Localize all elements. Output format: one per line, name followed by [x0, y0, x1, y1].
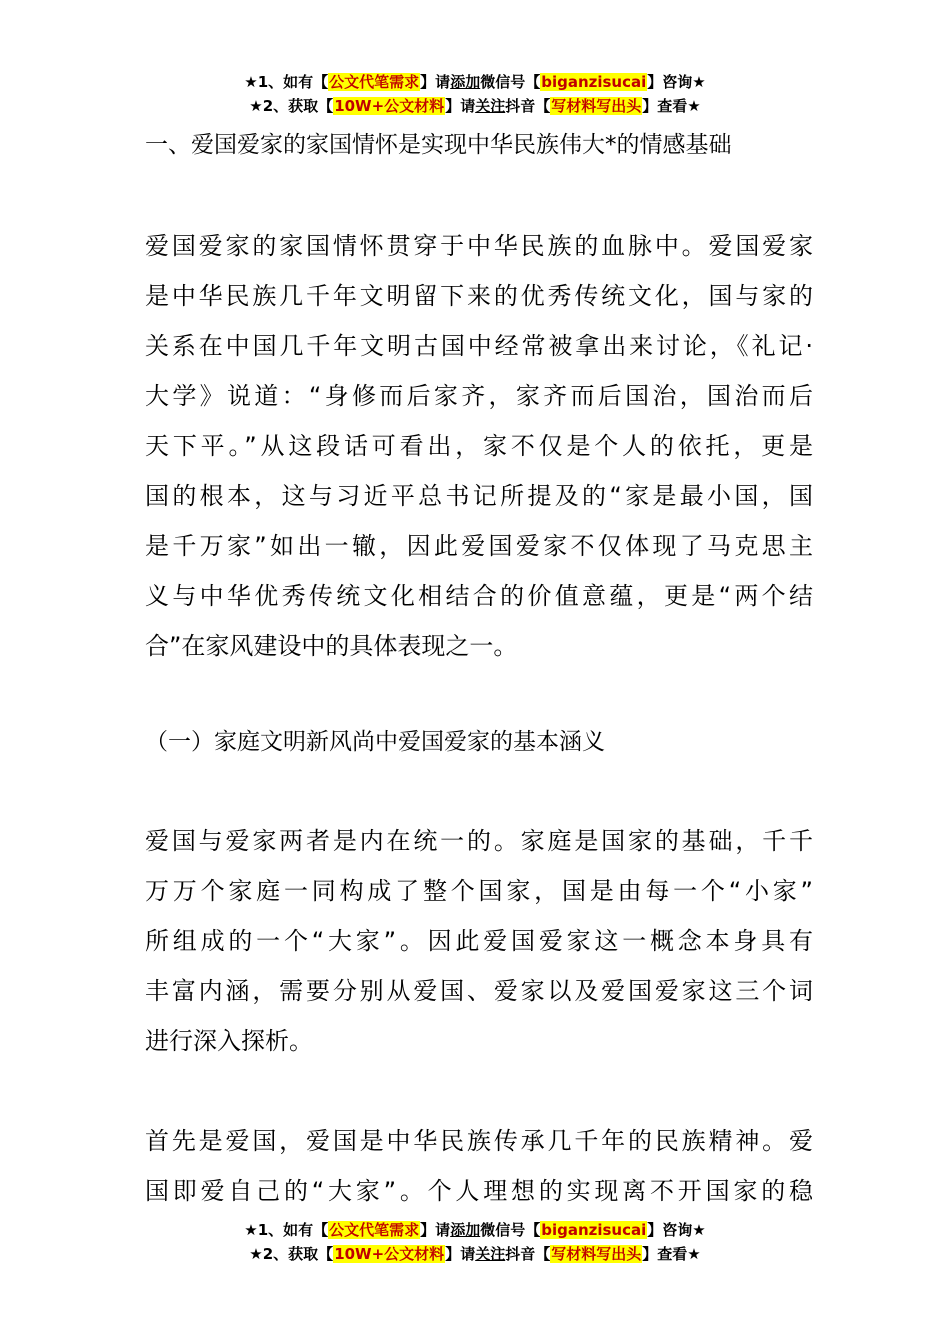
banner-text: 微信号【 — [480, 1221, 541, 1239]
banner-highlight: 10W+公文材料 — [334, 97, 445, 115]
banner-line-2 — [0, 94, 950, 118]
banner-line-1 — [0, 70, 950, 94]
banner-text: 】请 — [445, 1245, 476, 1263]
text-line: 进行深入探析。 — [145, 1027, 313, 1055]
banner-text: 抖音【 — [505, 1245, 551, 1263]
text-line: 国的根本，这与习近平总书记所提及的“家是最小国，国 — [145, 482, 813, 510]
banner-text: 】咨询★ — [647, 73, 706, 91]
banner-line-1 — [0, 1218, 950, 1242]
banner-text: 】查看★ — [642, 1245, 701, 1263]
banner-underlined: 关注 — [475, 97, 506, 115]
text-line: 天下平。”从这段话可看出，家不仅是个人的依托，更是 — [145, 432, 813, 460]
text-line: 是中华民族几千年文明留下来的优秀传统文化，国与家的 — [145, 282, 813, 310]
banner-text: 】请 — [445, 97, 476, 115]
banner-highlight: biganzisucai — [541, 73, 647, 91]
text-line: 所组成的一个“大家”。因此爱国爱家这一概念本身具有 — [145, 927, 813, 955]
banner-underlined: 关注 — [475, 1245, 506, 1263]
banner-text: 微信号【 — [480, 73, 541, 91]
text-line: 关系在中国几千年文明古国中经常被拿出来讨论，《礼记· — [145, 332, 813, 360]
paragraph-1 — [145, 221, 813, 671]
banner-underlined: 添加 — [450, 1221, 481, 1239]
section-heading-1: 一、爱国爱家的家国情怀是实现中华民族伟大*的情感基础 — [145, 132, 732, 158]
banner-highlight: 写材料写出头 — [551, 1245, 642, 1263]
text-line: 丰富内涵，需要分别从爱国、爱家以及爱国爱家这三个词 — [145, 977, 813, 1005]
banner-text: 】咨询★ — [647, 1221, 706, 1239]
banner-line-2 — [0, 1242, 950, 1266]
paragraph-2 — [145, 816, 813, 1066]
banner-text: ★2、获取【 — [249, 1245, 334, 1263]
banner-highlight: 公文代笔需求 — [329, 73, 420, 91]
section-heading-2: （一）家庭文明新风尚中爱国爱家的基本涵义 — [145, 729, 605, 755]
banner-text: 】查看★ — [642, 97, 701, 115]
banner-text: ★1、如有【 — [244, 1221, 329, 1239]
top-banner — [0, 70, 950, 118]
text-line: 爱国与爱家两者是内在统一的。家庭是国家的基础，千千 — [145, 827, 813, 855]
banner-text: ★2、获取【 — [249, 97, 334, 115]
text-line: 国即爱自己的“大家”。个人理想的实现离不开国家的稳 — [145, 1177, 813, 1205]
paragraph-3 — [145, 1116, 813, 1216]
text-line: 是千万家”如出一辙，因此爱国爱家不仅体现了马克思主 — [145, 532, 813, 560]
text-line: 爱国爱家的家国情怀贯穿于中华民族的血脉中。爱国爱家 — [145, 232, 813, 260]
banner-text: 抖音【 — [505, 97, 551, 115]
banner-text: 】请 — [420, 73, 451, 91]
bottom-banner — [0, 1218, 950, 1266]
banner-highlight: 写材料写出头 — [551, 97, 642, 115]
text-line: 义与中华优秀传统文化相结合的价值意蕴，更是“两个结 — [145, 582, 813, 610]
text-line: 首先是爱国，爱国是中华民族传承几千年的民族精神。爱 — [145, 1127, 813, 1155]
banner-text: 】请 — [420, 1221, 451, 1239]
text-line: 万万个家庭一同构成了整个国家，国是由每一个“小家” — [145, 877, 813, 905]
banner-highlight: 公文代笔需求 — [329, 1221, 420, 1239]
banner-text: ★1、如有【 — [244, 73, 329, 91]
text-line: 大学》说道：“身修而后家齐，家齐而后国治，国治而后 — [145, 382, 813, 410]
banner-highlight: biganzisucai — [541, 1221, 647, 1239]
banner-underlined: 添加 — [450, 73, 481, 91]
text-line: 合”在家风建设中的具体表现之一。 — [145, 632, 518, 660]
banner-highlight: 10W+公文材料 — [334, 1245, 445, 1263]
